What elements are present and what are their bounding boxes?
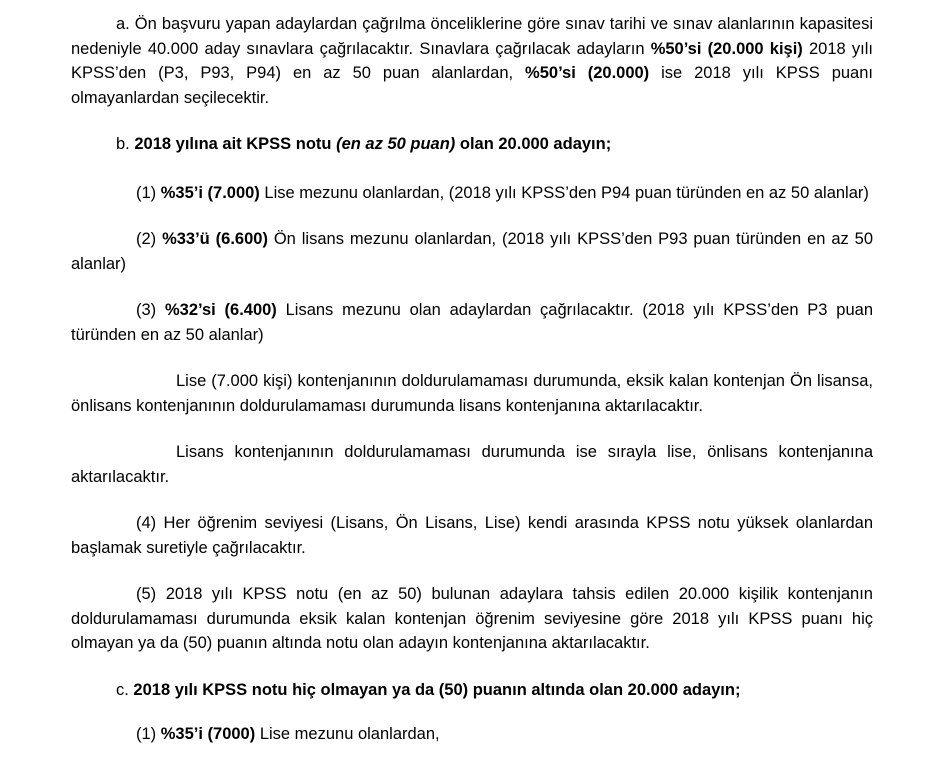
section-a-marker: a. <box>116 15 130 33</box>
section-b-heading-3: olan 20.000 adayın; <box>455 135 612 153</box>
section-b-heading <box>71 132 873 157</box>
list-item-b1-number: (1) <box>136 183 161 202</box>
paragraph-a-text-1: Ön başvuru yapan adaylardan çağrılma önceliklerine göre sınav tarihi ve sınav alanlarının kapasitesi nedeniyle 40.000 aday sınavlara çağrılacaktır. Sınavlara çağrılacak adayların <box>71 15 873 58</box>
paragraph-a-bold-2: %50’si (20.000) <box>525 64 650 82</box>
paragraph-a-text-2: 2018 yılı KPSS’den (P3, P93, P94) en az 50 puan alanlardan, <box>71 39 873 82</box>
list-item-b2 <box>71 227 873 276</box>
list-item-b3-text: Lisans mezunu olan adaylardan çağrılacaktır. (2018 yılı KPSS’den P3 puan türünden en az 50 alanlar) <box>71 301 873 344</box>
list-item-b4: (4) Her öğrenim seviyesi (Lisans, Ön Lisans, Lise) kendi arasında KPSS notu yüksek olanlardan başlamak suretiyle çağrılacaktır. <box>71 514 873 557</box>
list-item-b3-bold: %32’si (6.400) <box>164 301 277 319</box>
list-item-b3 <box>71 298 873 347</box>
section-c-marker: c. <box>116 680 129 699</box>
paragraph-a-bold-1: %50’si (20.000 kişi) <box>650 39 803 58</box>
section-c-heading-text: 2018 yılı KPSS notu hiç olmayan ya da (50) puanın altında olan 20.000 adayın; <box>128 680 741 699</box>
section-b-marker: b. <box>116 135 130 153</box>
section-c-heading <box>71 678 873 703</box>
document-page <box>71 12 873 747</box>
paragraph-a <box>71 12 873 110</box>
list-item-b1 <box>71 181 873 206</box>
list-item-b1-bold: %35’i (7.000) <box>160 183 260 202</box>
list-item-c1-text: Lise mezunu olanlardan, <box>255 725 440 743</box>
section-b-heading-1: 2018 yılına ait KPSS notu <box>129 135 337 153</box>
section-b-heading-2: (en az 50 puan) <box>336 135 456 153</box>
list-item-c1-bold: %35’i (7000) <box>160 725 256 743</box>
list-item-c1 <box>71 722 873 747</box>
list-item-c1-number: (1) <box>136 725 161 743</box>
quota-note-1: Lise (7.000 kişi) kontenjanının doldurulamaması durumunda, eksik kalan kontenjan Ön lisansa, önlisans kontenjanının doldurulamaması durumunda lisans kontenjanına aktarılacaktır. <box>71 372 873 415</box>
list-item-b1-text: Lise mezunu olanlardan, (2018 yılı KPSS’den P94 puan türünden en az 50 alanlar) <box>259 183 869 202</box>
paragraph-a-text-3: ise 2018 yılı KPSS puanı olmayanlardan seçilecektir. <box>71 64 873 107</box>
list-item-b5: (5) 2018 yılı KPSS notu (en az 50) bulunan adaylara tahsis edilen 20.000 kişilik kontenjanın doldurulamaması durumunda eksik kalan kontenjan öğrenim seviyesine göre 2018 yılı KPSS puanı hiç olmayan ya da (50) puanın altında notu olan adayın kontenjanına aktarılacaktır. <box>71 585 873 652</box>
list-item-b2-text: Ön lisans mezunu olanlardan, (2018 yılı KPSS’den P93 puan türünden en az 50 alanlar) <box>71 230 874 273</box>
list-item-b3-number: (3) <box>136 301 165 319</box>
quota-note-2: Lisans kontenjanının doldurulamaması durumunda ise sırayla lise, önlisans kontenjanına aktarılacaktır. <box>71 443 873 486</box>
list-item-b2-number: (2) <box>136 230 163 248</box>
list-item-b2-bold: %33’ü (6.600) <box>162 230 268 248</box>
